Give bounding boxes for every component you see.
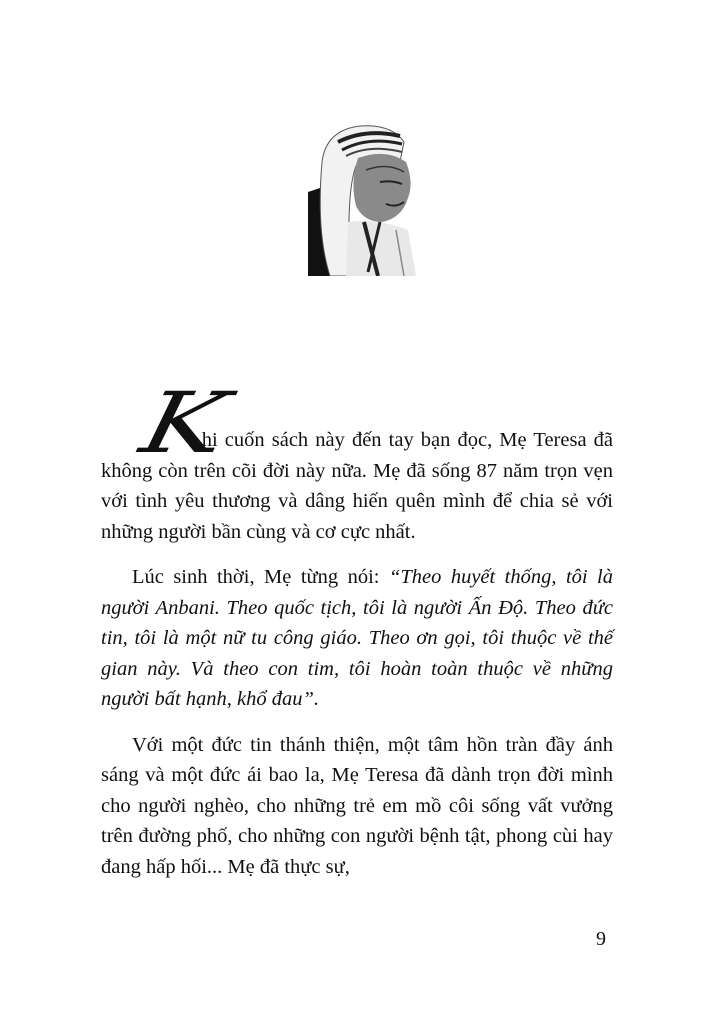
- paragraph-2-lead: Lúc sinh thời, Mẹ từng nói:: [132, 566, 389, 588]
- page-number: 9: [596, 928, 606, 950]
- paragraph-2: [101, 562, 613, 715]
- paragraph-3: [101, 730, 613, 883]
- portrait-image: [308, 122, 416, 276]
- drop-cap: K: [132, 374, 237, 472]
- paragraph-1-text: hi cuốn sách này đến tay bạn đọc, Mẹ Teresa đã không còn trên cõi đời này nữa. Mẹ đã sống 87 năm trọn vẹn với tình yêu thương và dâng hiến quên mình để chia sẻ với những người bần cùng và cơ cực nhất.: [101, 429, 613, 543]
- body-text: [101, 374, 613, 897]
- paragraph-1: [101, 374, 613, 547]
- quote-text: “Theo huyết thống, tôi là người Anbani. Theo quốc tịch, tôi là người Ấn Độ. Theo đức tin, tôi là một nữ tu công giáo. Theo ơn gọi, tôi thuộc về thế gian này. Và theo con tim, tôi hoàn toàn thuộc về những người bất hạnh, khổ đau”.: [101, 566, 613, 710]
- paragraph-3-text: Với một đức tin thánh thiện, một tâm hồn tràn đầy ánh sáng và một đức ái bao la, Mẹ Teresa đã dành trọn đời mình cho người nghèo, cho những trẻ em mồ côi sống vất vưởng trên đường phố, cho những con người bệnh tật, phong cùi hay đang hấp hối... Mẹ đã thực sự,: [101, 733, 613, 878]
